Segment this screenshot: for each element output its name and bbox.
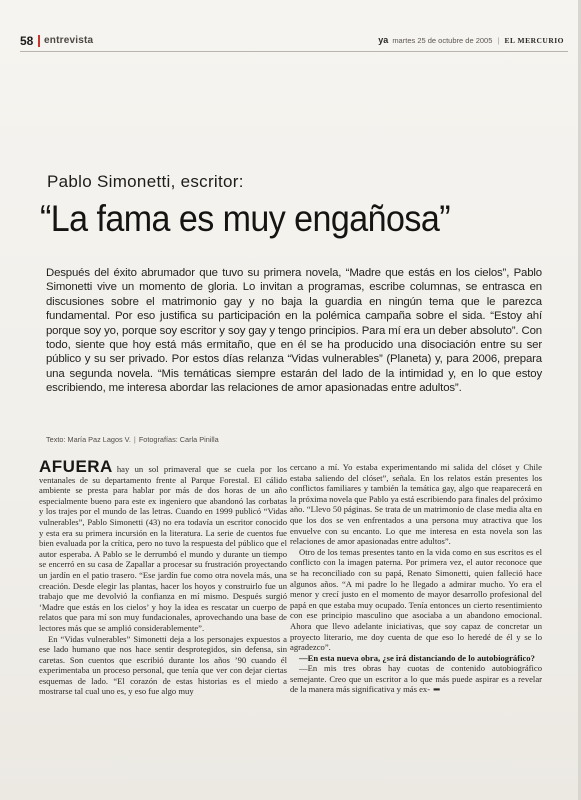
article-credits xyxy=(46,435,219,444)
page-number: 58 xyxy=(20,34,34,48)
article-intro: Después del éxito abrumador que tuvo su primera novela, “Madre que estás en los cielos”, Pablo Simonetti vive un momento de gloria. Lo invitan a programas, escribe columnas, se entrasca en discusiones sobre el matrimonio gay y no baja la guardia en ningún tema que le parezca fundamental. Por eso justifica su participación en la polémica campaña sobre el sida. “Estoy ahí porque soy yo, porque soy escritor y soy gay y tengo principios. Para mí era un deber absoluto”. Con todo, siente que hoy está más ermitaño, que en él se ha producido una disociación entre su ser público y su ser privado. Por estos días relanza “Vidas vulnerables” (Planeta) y, para 2006, prepara una segunda novela. “Mis temáticas siempre estarán del lado de la intimidad y, en lo que estoy escribiendo, me interesa abordar las relaciones de amor apasionadas entre adultos”. xyxy=(46,267,542,395)
section-divider xyxy=(38,35,40,47)
interview-question: —En esta nueva obra, ¿se irá distanciando de lo autobiográfico? xyxy=(299,652,535,663)
paragraph-text: hay un sol primaveral que se cuela por los ventanales de su departamento frente al Parque Forestal. El cálido ambiente se presta para hablar por más de dos horas de un año especialmente bueno para este ex ingeniero que abandonó las corbatas y los trajes por el mundo de las letras. Cuando en 1999 publicó “Vidas vulnerables”, Pablo Simonetti (43) no era todavía un escritor conocido y esta era su primera incursión en la literatura. La serie de cuentos fue bien evaluada por la crítica, pero no tuvo la respuesta del público que el autor esperaba. A Pablo se le derrumbó el mundo y durante un tiempo se encerró en su casa de Zapallar a procesar su frustración proyectando un jardín en el patio trasero. “Ese jardín fue como otra novela más, una creación. Desde elegir las plantas, hacer los hoyos y construirlo fue un trabajo que me devolvió la confianza en mí mismo. Después surgió ‘Madre que estás en los cielos’ y hoy la idea es rescatar un cuerpo de relatos que para mí son muy fundacionales, aprovechando una base de lectores más que se amplió considerablemente”. xyxy=(39,464,287,633)
issue-date: martes 25 de octubre de 2005 xyxy=(392,36,493,45)
body-paragraph xyxy=(290,663,542,695)
author-credit: Texto: María Paz Lagos V. xyxy=(46,435,131,444)
page-header xyxy=(20,34,568,50)
header-right xyxy=(378,35,564,45)
body-column-2 xyxy=(290,462,542,695)
continues-mark: ▪▪▪ xyxy=(433,684,440,695)
header-separator: | xyxy=(497,36,500,45)
section-label: entrevista xyxy=(44,35,94,46)
body-paragraph xyxy=(39,459,287,634)
credit-divider: | xyxy=(133,435,136,444)
brand-logo: ya xyxy=(378,35,389,45)
newspaper-name: EL MERCURIO xyxy=(504,36,564,45)
body-paragraph: cercano a mí. Yo estaba experimentando mi salida del clóset y Chile estaba saliendo del clóset”, señala. En los relatos están presentes los conflictos familiares y también la temática gay, algo que reaparecerá en la próxima novela que Pablo ya está escribiendo para finales del próximo año. “Llevo 50 páginas. Se trata de un matrimonio de clase media alta en que los dos se ven enfrentados a una persona muy atractiva que los envuelve con su encanto. Lo que me interesa en esta novela son las relaciones de amor apasionadas entre adultos”. xyxy=(290,462,542,547)
article-kicker: Pablo Simonetti, escritor: xyxy=(47,172,244,191)
body-column-1 xyxy=(39,459,287,697)
article-headline: “La fama es muy engañosa” xyxy=(40,198,451,239)
lead-word: AFUERA xyxy=(39,457,113,476)
body-paragraph: Otro de los temas presentes tanto en la vida como en sus escritos es el conflicto con la imagen paterna. Por primera vez, el autor reconoce que se ha reconciliado con su papá, Renato Simonetti, quien falleció hace algunos años. “A mi padre lo he llegado a admirar mucho. Yo era el menor y crecí justo en el momento de mayor desarrollo profesional del papá en que estaba muy ocupado. Tenía entonces un cierto resentimiento con ese principio masculino que asociaba a un abandono emocional. Ahora que llevo adelante iniciativas, que soy capaz de concretar un proyecto literario, me doy cuenta de que eso lo heredé de él y se lo agradezco”. xyxy=(290,546,542,653)
paragraph-text: —En mis tres obras hay cuotas de contenido autobiográfico semejante. Creo que un escritor a lo que más puede aspirar es a revelar de la manera más significativa y más ex- xyxy=(290,663,542,695)
header-rule xyxy=(20,51,568,52)
body-paragraph: En “Vidas vulnerables” Simonetti deja a los personajes expuestos a ese lado humano que nos hace sentir desprotegidos, sin defensa, sin caretas. Son cuentos que escribió durante los años ’90 cuando él experimentaba un proceso personal, que tenía que ver con dejar ciertas esquemas de lado. “El corazón de estas historias es el miedo a mostrarse tal cual uno es, y eso fue algo muy xyxy=(39,633,287,697)
photo-credit: Fotografías: Carla Pinilla xyxy=(138,435,219,444)
